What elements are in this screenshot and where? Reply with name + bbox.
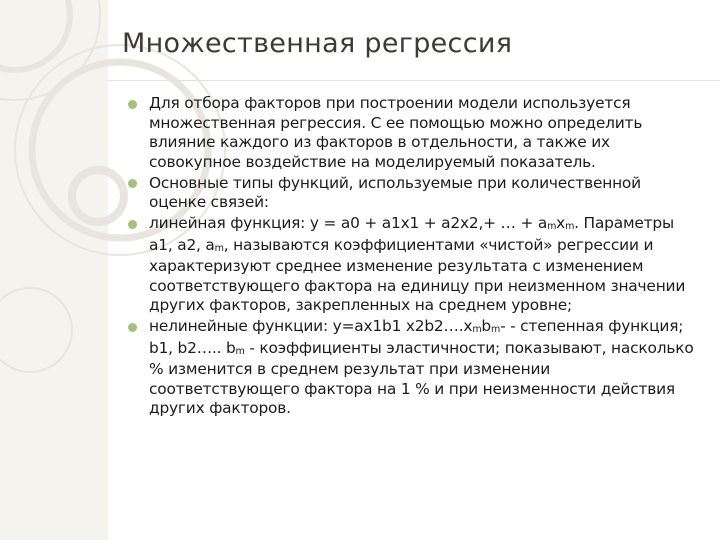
bullet-dot-icon <box>128 323 137 332</box>
bullet-text <box>149 174 641 212</box>
subscript-index: m <box>214 242 224 254</box>
bullet-item <box>128 317 696 419</box>
text-segment: Для отбора факторов при построении модели используется множественная регрессия. С ее помощью можно определить влияние каждого из факторов в отдельности, а также их совокупное воздействие на моделируемый показатель. <box>149 94 643 171</box>
bullet-item <box>128 94 696 172</box>
bullet-list <box>128 94 696 420</box>
subscript-index: m <box>565 221 575 233</box>
text-segment: , называются коэффициентами «чистой» регрессии и характеризуют среднее изменение результата с изменением соответствующего фактора на единицу при неизменном значении других факторов, закрепленных на среднем уровне; <box>149 235 686 314</box>
text-segment: Основные типы функций, используемые при количественной оценке связей: <box>149 173 641 211</box>
title-divider <box>108 80 720 81</box>
text-segment: b <box>481 317 491 335</box>
bullet-item <box>128 214 696 316</box>
text-segment: - - степенная функция; b1, b2….. b <box>149 317 684 357</box>
subscript-index: m <box>235 345 245 357</box>
text-segment: линейная функция: у = а0 + а1х1 + а2х2,+ … + а <box>149 214 548 232</box>
bullet-dot-icon <box>128 220 137 229</box>
text-segment: . Параметры а1, а2, а <box>149 214 674 254</box>
text-segment: нелинейные функции: у=ах1b1 х2b2….х <box>149 317 473 335</box>
slide-title: Множественная регрессия <box>122 28 513 59</box>
subscript-index: m <box>490 324 501 336</box>
bullet-text <box>149 214 685 314</box>
text-segment: х <box>556 214 566 232</box>
text-segment: - коэффициенты эластичности; показывают, насколько % изменится в среднем результат при изменении соответствующего фактора на 1 % и при неизменности действия других факторов. <box>149 338 694 417</box>
bullet-item <box>128 174 696 213</box>
bullet-dot-icon <box>128 179 137 188</box>
bullet-text <box>149 317 694 417</box>
subscript-index: m <box>472 324 482 336</box>
bullet-dot-icon <box>128 100 137 109</box>
subscript-index: m <box>547 221 557 233</box>
bullet-text <box>149 94 642 171</box>
